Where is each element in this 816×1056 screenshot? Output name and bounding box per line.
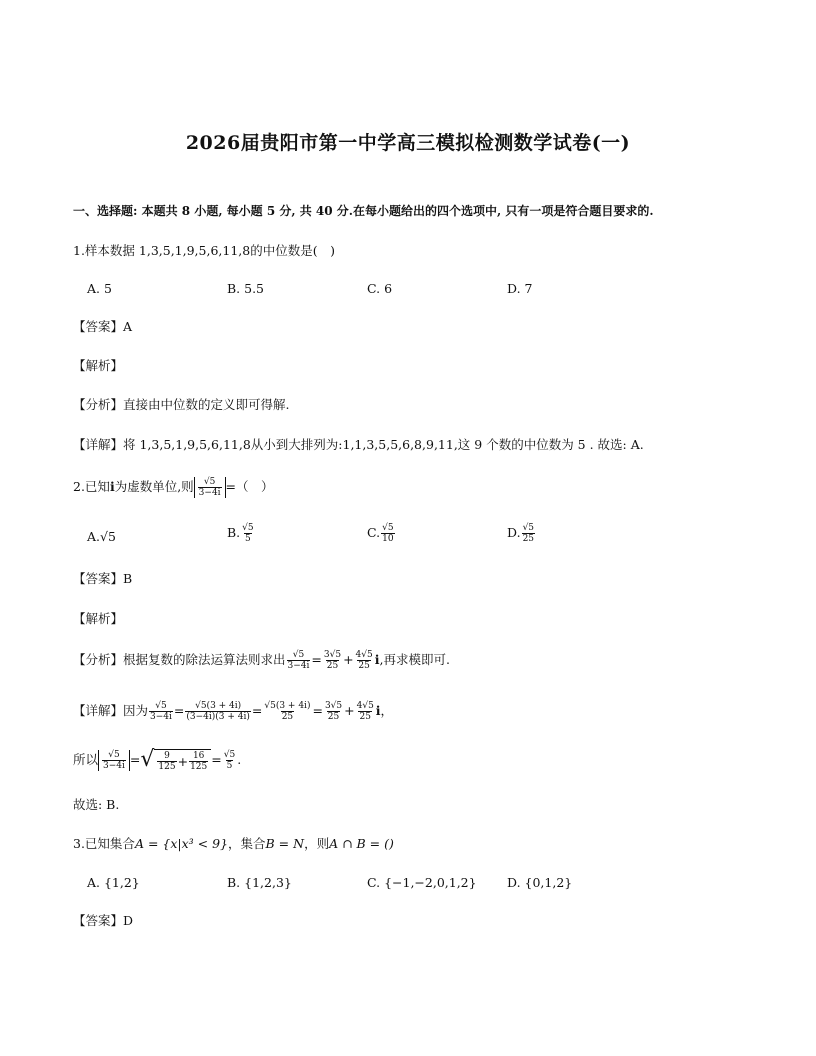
- detail-prefix: 【详解】因为: [73, 703, 149, 718]
- fraction-numerator: 3√5: [324, 701, 343, 711]
- imaginary-unit: i: [374, 652, 380, 667]
- q3-stem-mid: ，集合: [228, 836, 266, 851]
- fraction-numerator: √5: [242, 523, 254, 533]
- fraction-numerator: 3√5: [323, 650, 342, 660]
- fraction-denominator: 5: [245, 534, 251, 544]
- option-label: A.: [87, 529, 101, 544]
- q2-analysis: 【分析】根据复数的除法运算法则求出 $\frac{√5}{3-4i}$ = $\frac{3√5}{25}$ + $\frac{4√5}{25}$ i,再求模即可.: [73, 650, 450, 671]
- q2-stem-prefix: 2.已知: [73, 479, 110, 494]
- q1-detail: 【详解】将 1,3,5,1,9,5,6,11,8从小到大排列为:1,1,3,5,5,6,8,9,11,这 9 个数的中位数为 5 . 故选: A.: [73, 437, 644, 452]
- q2-conclusion: 故选: B.: [73, 797, 120, 812]
- fraction-denominator: 3−4i: [198, 488, 221, 498]
- q3-option-d: D. {0,1,2}: [507, 875, 573, 890]
- fraction-denominator: 3−4i: [287, 661, 310, 671]
- q2-option-c: [367, 523, 396, 544]
- fraction-denominator: 10: [382, 534, 394, 544]
- q1-analysis: 【分析】直接由中位数的定义即可得解.: [73, 397, 290, 412]
- abs-expression: [98, 750, 130, 771]
- q2-jiexi: 【解析】: [73, 611, 124, 626]
- fraction-numerator: √5: [223, 750, 236, 760]
- fraction-numerator: √5: [108, 750, 120, 760]
- square-root: √ $\frac{9}{125}$ + $\frac{16}{125}$: [140, 749, 211, 772]
- fraction-numerator: 9: [164, 751, 170, 761]
- q2-answer: 【答案】B: [73, 571, 133, 586]
- therefore-prefix: 所以: [73, 752, 99, 767]
- fraction-denominator: 125: [158, 762, 176, 772]
- q1-option-a: A. 5: [87, 281, 112, 296]
- q3-option-a: A. {1,2}: [87, 875, 140, 890]
- fraction-numerator: √5: [155, 701, 167, 711]
- q3-stem: [73, 835, 394, 853]
- fraction-denominator: 25: [281, 712, 294, 722]
- q1-option-c: C. 6: [367, 281, 393, 296]
- fraction-numerator: √5: [292, 650, 305, 660]
- fraction-denominator: 125: [190, 762, 208, 772]
- q2-option-b: [227, 523, 256, 544]
- fraction-denominator: 25: [358, 661, 370, 671]
- fraction-numerator: √5: [203, 477, 216, 487]
- q2-stem: [73, 477, 274, 498]
- abs-expression: [194, 477, 226, 498]
- q2-detail: 【详解】因为 $\frac{√5}{3-4i}$ = $\frac{√5(3 + 4i)}{(3-4i)(3 + 4i)}$ = $\frac{√5(3 + 4i)}{25}$ = $\frac{3√5}{25}$ + $\frac{4√5}{25}$ i，: [73, 701, 394, 722]
- q2-stem-suffix: =（ ）: [225, 479, 274, 494]
- fraction-denominator: (3−4i)(3 + 4i): [186, 712, 250, 722]
- fraction-denominator: 3−4i: [150, 712, 172, 722]
- option-value: √5: [100, 529, 116, 544]
- q2-option-a: [87, 528, 116, 546]
- q3-answer: 【答案】D: [73, 913, 134, 928]
- fraction-numerator: 4√5: [356, 701, 374, 711]
- fraction-numerator: √5(3 + 4i): [264, 701, 311, 711]
- q1-option-b: B. 5.5: [227, 281, 265, 296]
- option-label: D.: [507, 525, 521, 540]
- fraction-denominator: 5: [226, 761, 233, 771]
- fraction-denominator: 25: [522, 534, 535, 544]
- analysis-suffix: ,再求模即可.: [379, 652, 450, 667]
- q1-answer: 【答案】A: [73, 319, 133, 334]
- analysis-prefix: 【分析】根据复数的除法运算法则求出: [73, 652, 286, 667]
- imaginary-unit: i: [109, 479, 115, 494]
- q3-stem-mid2: ，则: [304, 836, 330, 851]
- q1-stem: 1.样本数据 1,3,5,1,9,5,6,11,8的中位数是( ): [73, 243, 335, 258]
- q1-jiexi: 【解析】: [73, 358, 124, 373]
- section-heading: 一、选择题: 本题共 8 小题, 每小题 5 分, 共 40 分.在每小题给出的四个选项中, 只有一项是符合题目要求的.: [73, 204, 654, 218]
- q2-therefore: 所以 $\frac{√5}{3-4i}$ = √ $\frac{9}{125}$ + $\frac{16}{125}$ = $\frac{√5}{5}$ .: [73, 747, 242, 772]
- fraction-numerator: √5: [522, 523, 535, 533]
- set-b-expression: B = N: [265, 836, 305, 851]
- q2-stem-mid: 为虚数单位,则: [114, 479, 194, 494]
- fraction-denominator: 3−4i: [103, 761, 125, 771]
- imaginary-unit: i: [375, 703, 381, 718]
- fraction-denominator: 25: [359, 712, 371, 722]
- fraction-numerator: √5(3 + 4i): [195, 701, 242, 711]
- q3-stem-prefix: 3.已知集合: [73, 836, 135, 851]
- q2-option-d: [507, 523, 536, 544]
- q3-option-c: C. {−1,−2,0,1,2}: [367, 875, 477, 890]
- fraction-numerator: √5: [382, 523, 394, 533]
- fraction-denominator: 25: [327, 712, 340, 722]
- q3-option-b: B. {1,2,3}: [227, 875, 292, 890]
- fraction-denominator: 25: [326, 661, 339, 671]
- option-label: B.: [227, 525, 241, 540]
- option-label: C.: [367, 525, 381, 540]
- set-a-expression: A = {x|x³ < 9}: [134, 836, 228, 851]
- page-title: 2026届贵阳市第一中学高三模拟检测数学试卷(一): [185, 132, 631, 154]
- fraction-numerator: 16: [192, 751, 205, 761]
- fraction-numerator: 4√5: [355, 650, 373, 660]
- q1-option-d: D. 7: [507, 281, 533, 296]
- intersection-expression: A ∩ B = (): [329, 836, 394, 851]
